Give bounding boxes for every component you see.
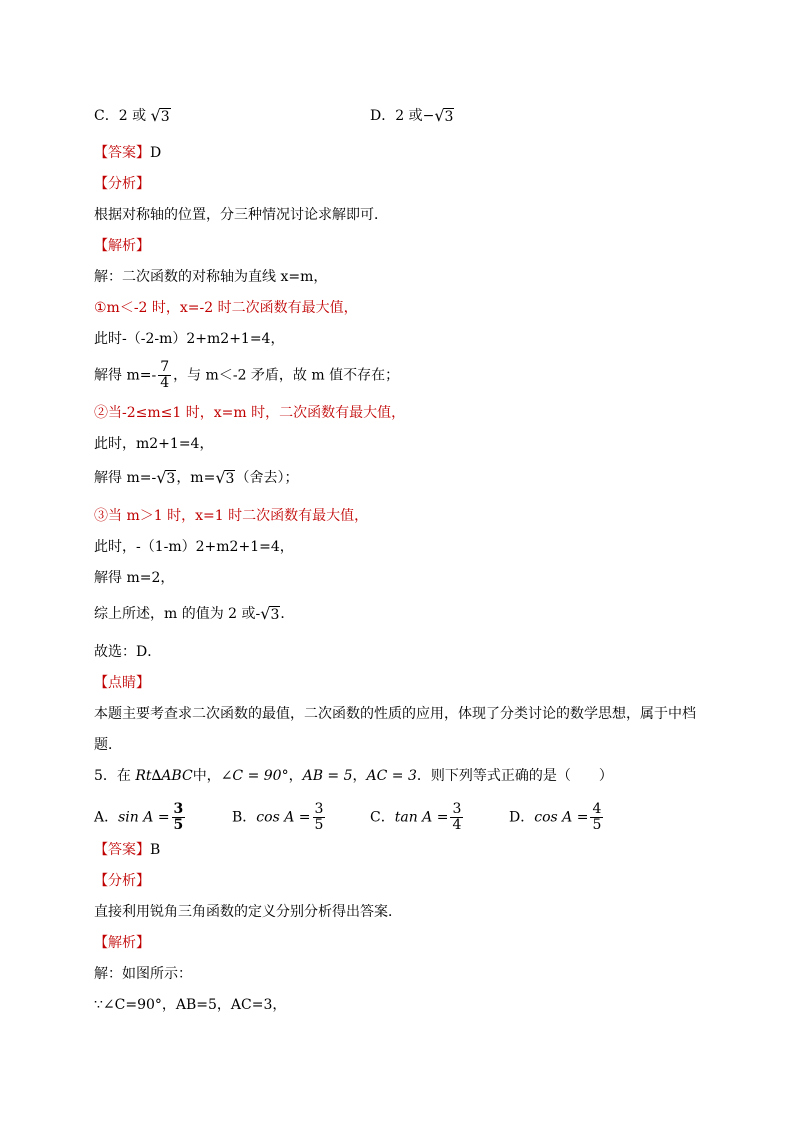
q5-stem: 5．在 Rt∆ABC中，∠C = 90°，AB = 5，AC = 3．则下列等式正确的是（ ） xyxy=(94,768,613,784)
q5-option-d: D．cos A = $\frac{4}{5}$ xyxy=(509,801,602,833)
q5-option-b: B．cos A = $\frac{3}{5}$ xyxy=(232,801,324,833)
q4-solution-line: 解：二次函数的对称轴为直线 x=m， xyxy=(94,269,328,285)
q5-analysis-text: 直接利用锐角三角函数的定义分别分析得出答案． xyxy=(94,904,402,920)
q4-option-c: C．2 或 √ 3 xyxy=(94,106,170,125)
q4-solution-line: 解得 m=- $\frac{7}{4}$ ，与 m＜-2 矛盾，故 m 值不存在； xyxy=(94,359,400,391)
q4-analysis-text: 根据对称轴的位置，分三种情况讨论求解即可． xyxy=(94,207,388,223)
q5-solution-line: 解：如图所示： xyxy=(94,966,192,982)
sqrt-3: √ 3 xyxy=(434,106,454,125)
fraction: $\frac{3}{4}$ xyxy=(452,801,462,833)
q4-solution-line: 解得 m=- √ 3 ，m= √ 3 （舍去）； xyxy=(94,468,299,487)
q5-solution-line: ∵∠C=90°，AB=5，AC=3， xyxy=(94,997,287,1013)
sqrt-3: √ 3 xyxy=(260,604,280,623)
fraction: $\frac{7}{4}$ xyxy=(160,359,170,391)
q4-comment-tag: 【点睛】 xyxy=(94,675,150,691)
q4-solution-tag: 【解析】 xyxy=(94,238,150,254)
q4-solution-line: 此时，-（1-m）2+m2+1=4， xyxy=(94,539,294,555)
q5-answer: 【答案】B xyxy=(94,842,161,858)
q4-solution-line: 解得 m=2， xyxy=(94,570,175,586)
q4-solution-line: ②当-2≤m≤1 时，x=m 时，二次函数有最大值， xyxy=(94,405,406,421)
fraction: $\frac{4}{5}$ xyxy=(592,801,602,833)
q5-option-a: A．sin A = $\frac{3}{5}$ xyxy=(94,801,184,833)
fraction: $\frac{3}{5}$ xyxy=(173,801,184,833)
q4-solution-line: ③当 m＞1 时，x=1 时二次函数有最大值， xyxy=(94,508,369,524)
q5-analysis-tag: 【分析】 xyxy=(94,873,150,889)
q5-solution-tag: 【解析】 xyxy=(94,935,150,951)
q4-solution-line: 故选：D． xyxy=(94,644,162,660)
q4-answer: 【答案】D xyxy=(94,145,162,161)
q5-option-c: C．tan A = $\frac{3}{4}$ xyxy=(370,801,462,833)
sqrt-3: √ 3 xyxy=(215,468,235,487)
q4-analysis-tag: 【分析】 xyxy=(94,176,150,192)
q4-solution-line: 此时，m2+1=4， xyxy=(94,436,214,452)
q4-solution-line: 此时-（-2-m）2+m2+1=4， xyxy=(94,331,285,347)
sqrt-3: √ 3 xyxy=(156,468,176,487)
sqrt-3: √ 3 xyxy=(150,106,170,125)
q4-solution-line: ①m＜-2 时，x=-2 时二次函数有最大值， xyxy=(94,300,358,316)
q4-option-d: D．2 或− √ 3 xyxy=(370,106,454,125)
q4-comment-text: 题． xyxy=(94,737,122,753)
q4-comment-text: 本题主要考查求二次函数的最值，二次函数的性质的应用，体现了分类讨论的数学思想，属于中档 xyxy=(94,706,696,722)
fraction: $\frac{3}{5}$ xyxy=(314,801,324,833)
q4-solution-line: 综上所述，m 的值为 2 或- √ 3 ． xyxy=(94,604,295,623)
